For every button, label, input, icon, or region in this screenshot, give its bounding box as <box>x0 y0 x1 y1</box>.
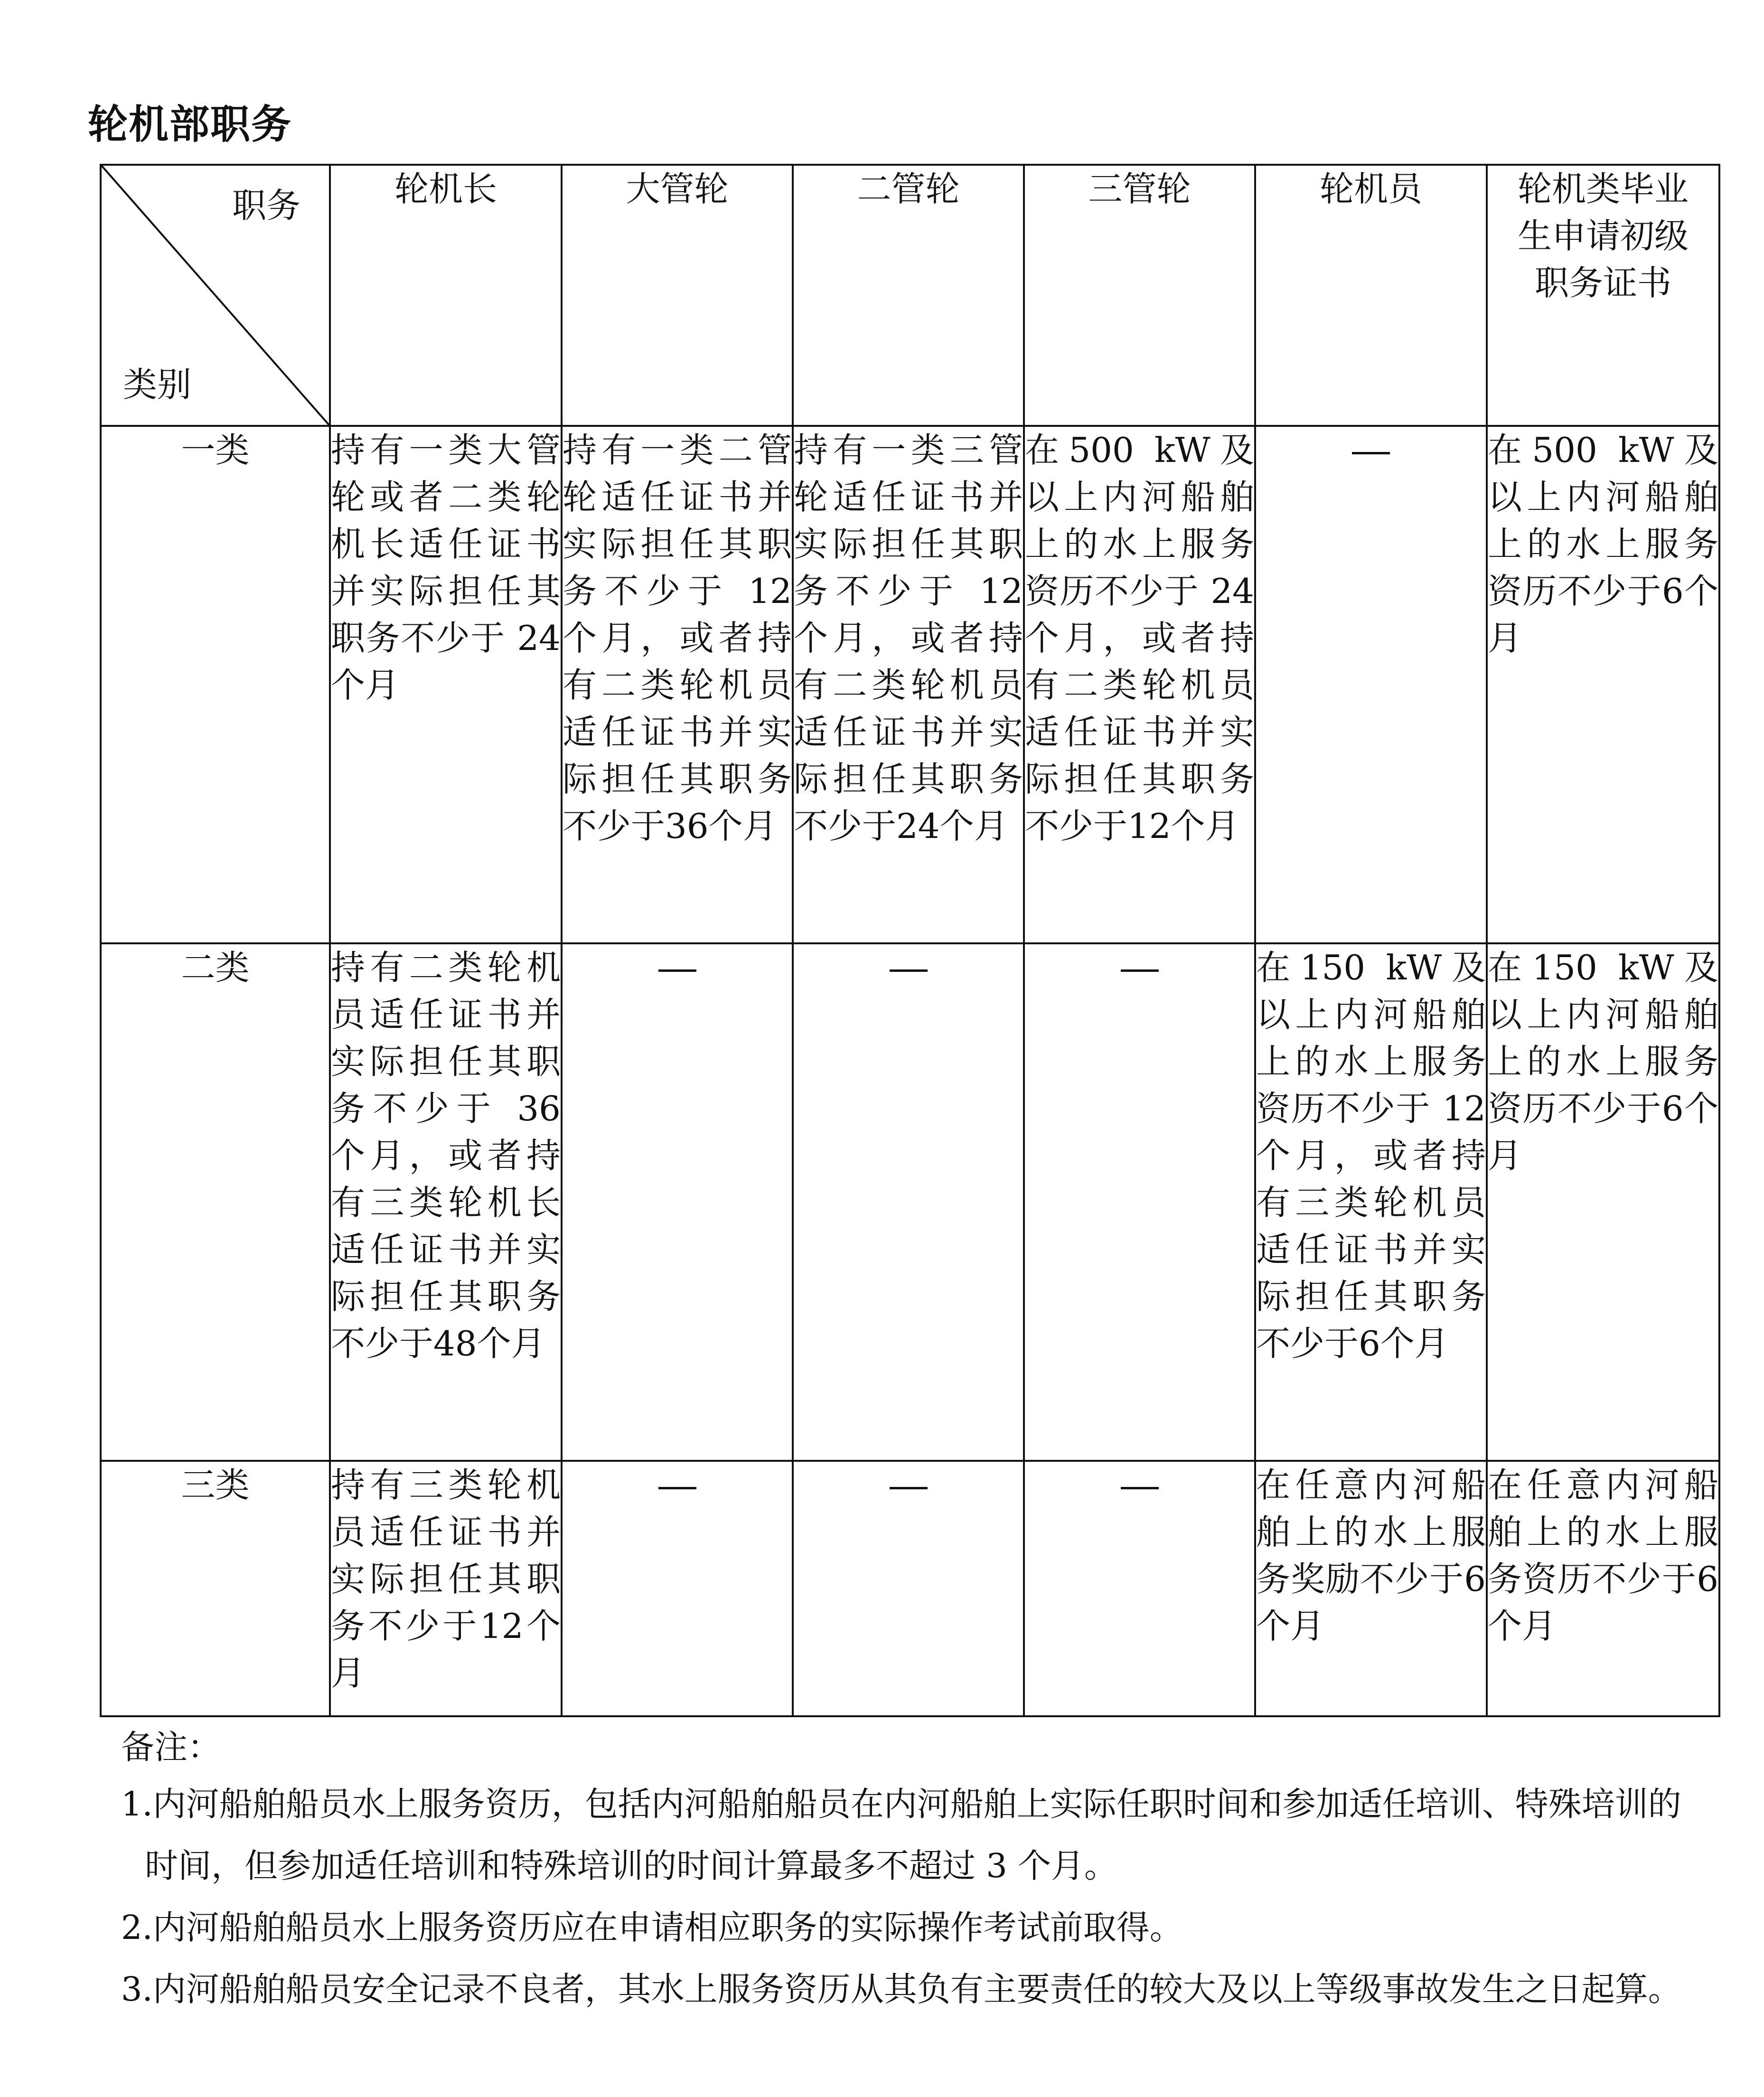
header-chief-engineer: 轮机长 <box>330 165 562 426</box>
empty-cell <box>793 1461 1024 1716</box>
header-row <box>101 165 1719 426</box>
dash-mark <box>890 969 928 972</box>
table-row <box>101 1461 1719 1716</box>
table-row <box>101 943 1719 1461</box>
empty-cell <box>1255 426 1487 943</box>
table-cell: 在150 kW及以上内河船舶上的水上服务资历不少于6个月 <box>1487 943 1719 1461</box>
empty-cell <box>1024 943 1255 1461</box>
header-fourth-engineer: 三管轮 <box>1024 165 1255 426</box>
header-second-engineer: 大管轮 <box>562 165 793 426</box>
notes-label: 备注： <box>121 1728 221 1767</box>
table-cell: 在500 kW及以上内河船舶上的水上服务资历不少于 24 个月，或者持有二类轮机员适任证书并实际担任其职务不少于12个月 <box>1024 426 1255 943</box>
table-cell: 在任意内河船舶上的水上服务奖励不少于6个月 <box>1255 1461 1487 1716</box>
header-third-engineer: 二管轮 <box>793 165 1024 426</box>
empty-cell <box>1024 1461 1255 1716</box>
table-cell: 在150 kW及以上内河船舶上的水上服务资历不少于 12 个月，或者持有三类轮机员适任证书并实际担任其职务不少于6个月 <box>1255 943 1487 1461</box>
dash-mark <box>658 1487 696 1489</box>
note-item: 1.内河船舶船员水上服务资历，包括内河船舶船员在内河船舶上实际任职时间和参加适任培训、特殊培训的时间，但参加适任培训和特殊培训的时间计算最多不超过 3 个月。 <box>121 1785 1681 1885</box>
corner-label-category: 类别 <box>123 365 192 404</box>
header-graduate-label: 轮机类毕业生申请初级职务证书 <box>1517 169 1689 303</box>
notes-section <box>121 1716 1702 2020</box>
corner-cell <box>101 165 330 426</box>
empty-cell <box>562 1461 793 1716</box>
row-category: 二类 <box>101 943 330 1461</box>
empty-cell <box>793 943 1024 1461</box>
page-title: 轮机部职务 <box>88 101 292 148</box>
note-item: 2.内河船舶船员水上服务资历应在申请相应职务的实际操作考试前取得。 <box>121 1908 1183 1947</box>
row-category: 一类 <box>101 426 330 943</box>
dash-mark <box>1352 452 1390 454</box>
table-cell: 持有一类大管轮或者二类轮机长适任证书并实际担任其职务不少于 24 个月 <box>330 426 562 943</box>
table-cell: 持有三类轮机员适任证书并实际担任其职务不少于12个月 <box>330 1461 562 1716</box>
table-cell: 持有一类二管轮适任证书并实际担任其职务不少于 12 个月，或者持有二类轮机员适任证书并实际担任其职务不少于36个月 <box>562 426 793 943</box>
header-graduate-certificate <box>1487 165 1719 426</box>
table-row <box>101 426 1719 943</box>
table-cell: 在500 kW及以上内河船舶上的水上服务资历不少于6个月 <box>1487 426 1719 943</box>
dash-mark <box>1121 969 1159 972</box>
header-engineer-officer: 轮机员 <box>1255 165 1487 426</box>
note-item: 3.内河船舶船员安全记录不良者，其水上服务资历从其负有主要责任的较大及以上等级事故发生之日起算。 <box>121 1970 1681 2009</box>
empty-cell <box>562 943 793 1461</box>
dash-mark <box>658 969 696 972</box>
table-cell: 持有二类轮机员适任证书并实际担任其职务不少于 36 个月，或者持有三类轮机长适任证书并实际担任其职务不少于48个月 <box>330 943 562 1461</box>
corner-label-position: 职务 <box>232 186 300 226</box>
dash-mark <box>890 1487 928 1489</box>
table-cell: 在任意内河船舶上的水上服务资历不少于6个月 <box>1487 1461 1719 1716</box>
qualification-table <box>100 164 1720 1717</box>
dash-mark <box>1121 1487 1159 1489</box>
row-category: 三类 <box>101 1461 330 1716</box>
table-cell: 持有一类三管轮适任证书并实际担任其职务不少于 12 个月，或者持有二类轮机员适任证书并实际担任其职务不少于24个月 <box>793 426 1024 943</box>
